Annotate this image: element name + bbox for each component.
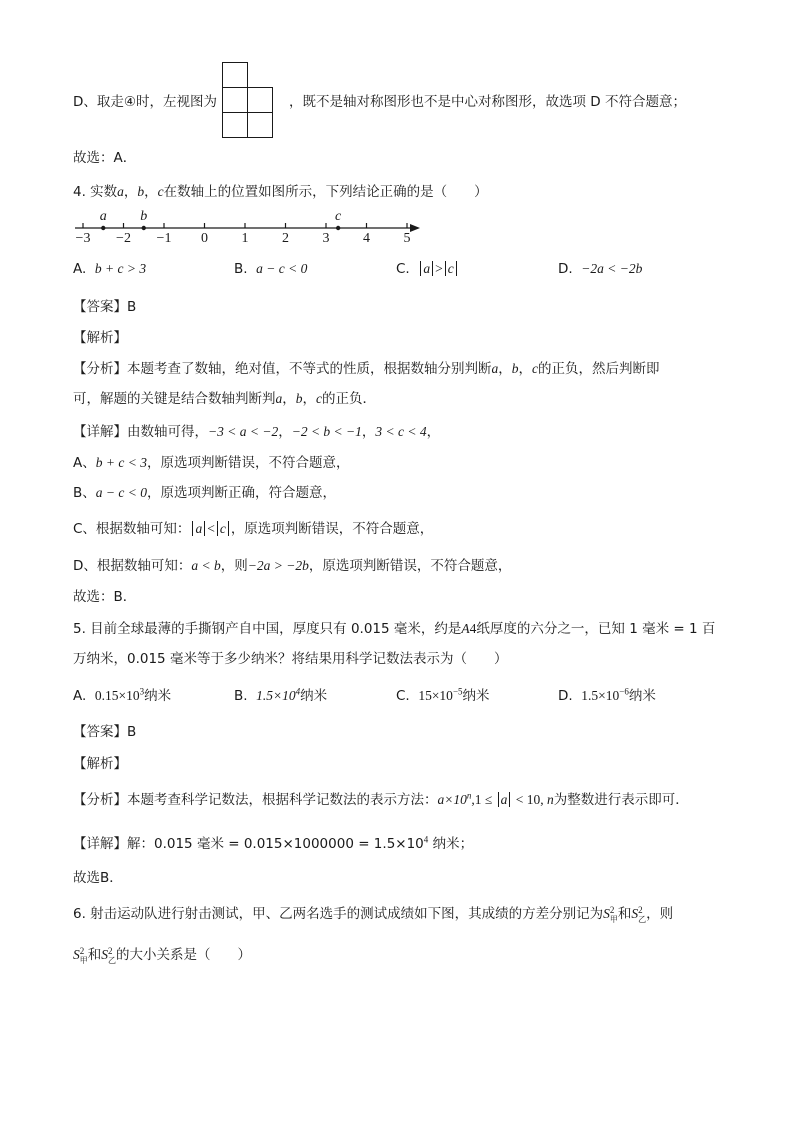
number-line-point-label-c: c — [335, 209, 342, 224]
guxuan-a: 故选：A． — [73, 150, 137, 166]
grid-cell-mid-right — [247, 87, 273, 113]
number-line-tick-label: −2 — [116, 231, 131, 246]
number-line-tick-label: 5 — [403, 231, 411, 246]
number-line-tick-label: 4 — [363, 231, 370, 246]
q4-xiangjie: 【详解】由数轴可得，−3 < a < −2，−2 < b < −1，3 < c < 4， — [73, 424, 441, 440]
q5-xiangjie: 【详解】解：0.015 毫米 = $0.015\times 1000000 = 1.5\times 10^4$ 纳米； — [73, 834, 474, 852]
q6-stem-line2: S 2 甲 和S 2 乙 的大小关系是（ ） — [73, 946, 251, 965]
number-line-tick-label: −1 — [156, 231, 172, 246]
s-yi-symbol-2: S 2 乙 — [101, 946, 116, 965]
d-line-suffix-wrap — [289, 92, 686, 112]
grid-cell-bot-right — [247, 112, 273, 138]
q5-stem-line2: 万纳米，0.015 毫米等于多少纳米？将结果用科学记数法表示为（ ） — [73, 651, 508, 667]
q4-jiexi: 【解析】 — [73, 330, 127, 346]
q4-option-d: D. −2a < −2b — [558, 261, 643, 277]
q5-fenxi: 【分析】本题考查科学记数法，根据科学记数法的表示方法：$a\times 10^n,1 \le a < 10$, n为整数进行表示即可． — [73, 790, 689, 808]
q4-fenxi-line2: 可，解题的关键是结合数轴判断判a，b，c的正负． — [73, 391, 376, 407]
q5-option-c: C. $15\times 10^{-5}$纳米 — [396, 686, 490, 704]
number-line-tick-label: 3 — [322, 231, 330, 246]
number-line-tick-label: −3 — [75, 231, 91, 246]
q4-detail-d: D、根据数轴可知：a < b，则−2a > −2b，原选项判断错误，不符合题意， — [73, 558, 512, 574]
grid-cell-bot-left — [222, 112, 248, 138]
left-view-figure — [222, 62, 276, 142]
number-line-point-a — [101, 226, 105, 230]
number-line — [0, 205, 794, 250]
s-yi-symbol: S 2 乙 — [631, 905, 647, 924]
q5-option-d: D. $1.5\times 10^{-6}$纳米 — [558, 686, 656, 704]
d-option-line — [73, 92, 217, 112]
q4-guxuan: 故选：B． — [73, 589, 137, 605]
q4-answer: 【答案】B — [73, 299, 137, 315]
number-line-point-label-b: b — [140, 209, 148, 224]
s-jia-symbol: S 2 甲 — [603, 905, 618, 924]
number-line-tick-label: 0 — [201, 231, 208, 246]
q5-guxuan: 故选B． — [73, 870, 123, 886]
q4-detail-c: C、根据数轴可知： a < c ，原选项判断错误，不符合题意， — [73, 521, 434, 537]
number-line-point-b — [142, 226, 146, 230]
q5-stem-line1: 5. 目前全球最薄的手撕钢产自中国，厚度只有 0.015 毫米，约是A4纸厚度的六分之一，已知 1 毫米 = 1 百 — [73, 621, 716, 637]
q4-option-a: A. b + c > 3 — [73, 261, 147, 277]
q5-option-a: A. $0.15\times 10^3$纳米 — [73, 686, 172, 704]
grid-cell-top — [222, 62, 248, 88]
q4-detail-a: A、b + c < 3，原选项判断错误，不符合题意， — [73, 455, 350, 471]
q4-stem: 4. 实数a，b，c在数轴上的位置如图所示，下列结论正确的是（ ） — [73, 184, 488, 200]
q4-option-b: B. a − c < 0 — [234, 261, 308, 277]
d-line-prefix: D、取走④时，左视图为 — [73, 94, 217, 110]
number-line-tick-label: 1 — [241, 231, 249, 246]
s-jia-symbol-2: S 2 甲 — [73, 946, 88, 965]
q5-option-b: B. $1.5\times 10^4$纳米 — [234, 686, 328, 704]
number-line-tick-label: 2 — [282, 231, 289, 246]
q4-fenxi-line1: 【分析】本题考查了数轴，绝对值，不等式的性质，根据数轴分别判断a，b，c的正负，然后判断即 — [73, 361, 660, 377]
number-line-point-c — [336, 226, 340, 230]
q5-jiexi: 【解析】 — [73, 756, 127, 772]
q6-stem-line1: 6. 射击运动队进行射击测试，甲、乙两名选手的测试成绩如下图，其成绩的方差分别记为S 2 甲 和S 2 乙 ，则 — [73, 905, 674, 924]
q4-option-c: C. a > c — [396, 259, 459, 279]
grid-cell-mid-left — [222, 87, 248, 113]
d-line-suffix: ，既不是轴对称图形也不是中心对称图形，故选项 D 不符合题意； — [289, 94, 686, 110]
q5-answer: 【答案】B — [73, 724, 137, 740]
number-line-point-label-a: a — [99, 209, 107, 224]
q4-detail-b: B、a − c < 0，原选项判断正确，符合题意， — [73, 485, 336, 501]
